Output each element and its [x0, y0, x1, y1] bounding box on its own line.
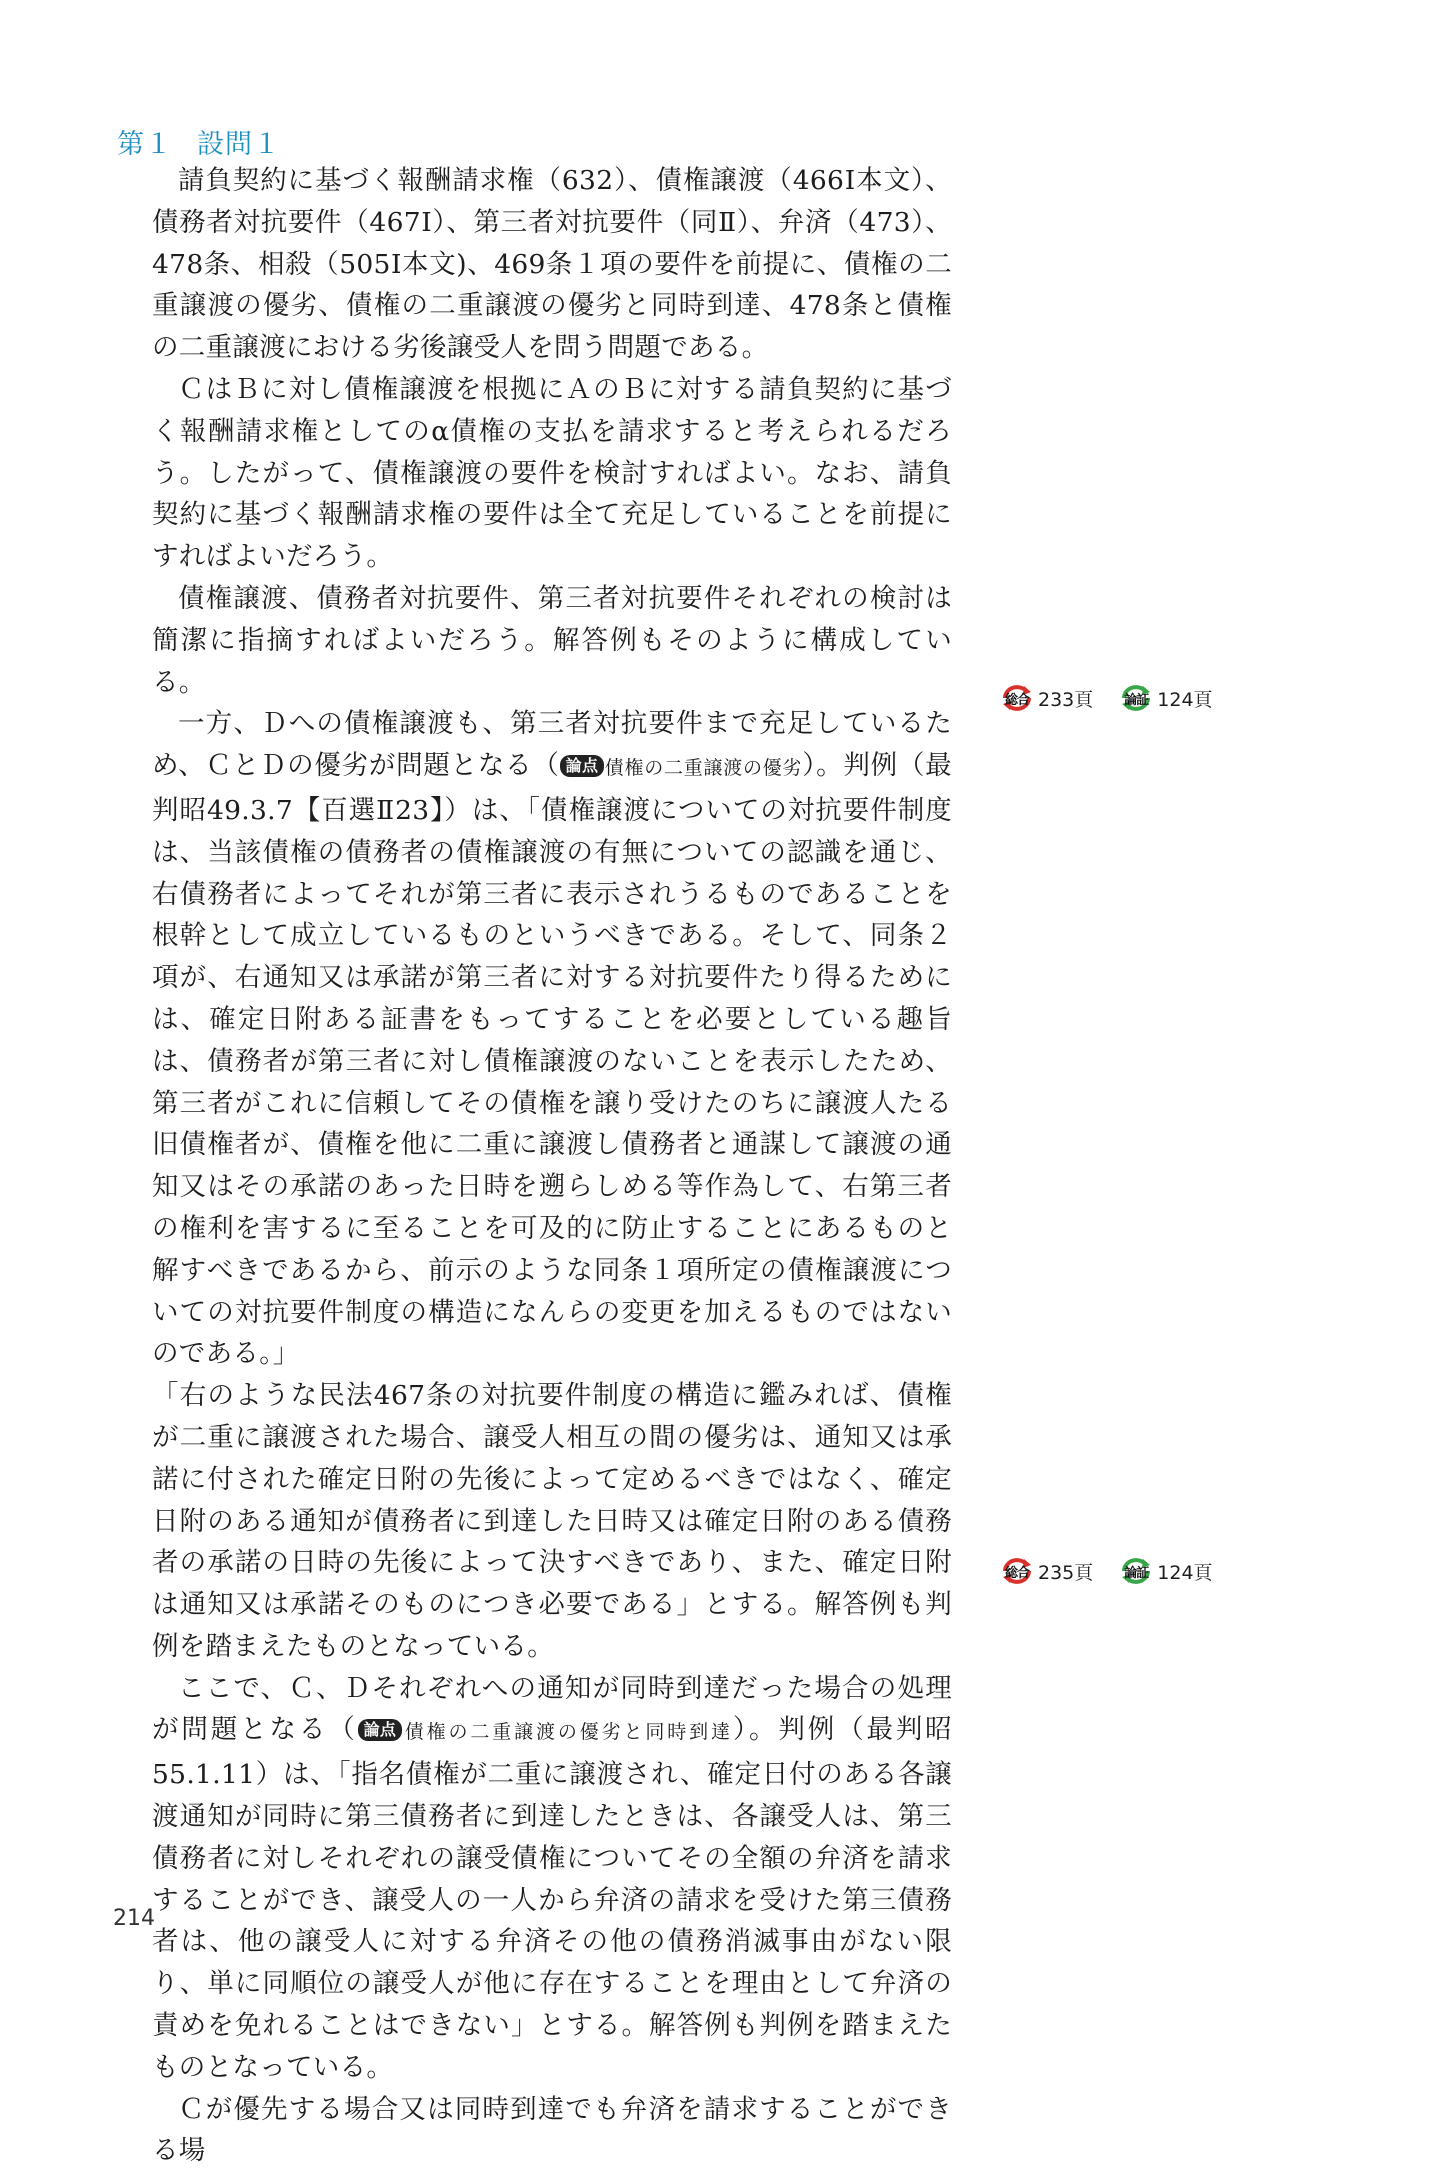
paragraph-3: 債権譲渡、債務者対抗要件、第三者対抗要件それぞれの検討は簡潔に指摘すればよいだろう。解答例もそのように構成している。 [152, 582, 952, 698]
main-text [152, 160, 952, 2172]
ronsho-page: 124頁 [1157, 1561, 1213, 1584]
paragraph-2: ＣはＢに対し債権譲渡を根拠にＡのＢに対する請負契約に基づく報酬請求権としてのα債権の支払を請求すると考えられるだろう。したがって、債権譲渡の要件を検討すればよい。なお、請負契約に基づく報酬請求権の要件は全て充足していることを前提にすればよいだろう。 [152, 373, 952, 573]
paragraph-7: Ｃが優先する場合又は同時到達でも弁済を請求することができる場 [152, 2093, 952, 2167]
ronsho-reference [1119, 683, 1212, 713]
sogo-page: 235頁 [1038, 1561, 1094, 1584]
paragraph-5: 「右のような民法467条の対抗要件制度の構造に鑑みれば、債権が二重に譲渡された場合、譲受人相互の間の優劣は、通知又は承諾に付された確定日附の先後によって定めるべきではなく、確定日附のある通知が債務者に到達した日時又は確定日附のある債務者の承諾の日時の先後によって決すべきであり、また、確定日附は通知又は承諾そのものにつき必要である」とする。解答例も判例を踏まえたものとなっている。 [152, 1380, 952, 1662]
paragraph-6-text-before: ここで、Ｃ、Ｄそれぞれへの通知が同時到達だった場合の処理が問題となる（ [152, 1672, 952, 1746]
ronten-badge: 論点 [358, 1719, 403, 1741]
margin-reference-1 [1000, 683, 1213, 713]
ronsho-page: 124頁 [1157, 688, 1213, 711]
section-heading [117, 122, 305, 161]
ronten-topic: 債権の二重譲渡の優劣 [604, 757, 803, 780]
paragraph-1: 請負契約に基づく報酬請求権（632）、債権譲渡（466Ⅰ本文）、債務者対抗要件（467Ⅰ）、第三者対抗要件（同Ⅱ）、弁済（473）、478条、相殺（505Ⅰ本文)、469条１項の要件を前提に、債権の二重譲渡の優劣、債権の二重譲渡の優劣と同時到達、478条と債権の二重譲渡における劣後譲受人を問う問題である。 [152, 165, 952, 364]
sogo-page: 233頁 [1038, 688, 1094, 711]
ronsho-cycle-icon: 論証 [1119, 683, 1153, 713]
sogo-reference [1000, 1556, 1093, 1586]
paragraph-4 [152, 703, 952, 1375]
paragraph-6-text-after: ）。判例（最判昭55.1.11）は、「指名債権が二重に譲渡され、確定日付のある各譲渡通知が同時に第三債務者に到達したときは、各譲受人は、第三債務者に対しそれぞれの譲受債権についてその全額の弁済を請求することができ、譲受人の一人から弁済の請求を受けた第三債務者は、他の譲受人に対する弁済その他の債務消滅事由がない限り、単に同順位の譲受人が他に存在することを理由として弁済の責めを免れることはできない」とする。解答例も判例を踏まえたものとなっている。 [152, 1714, 952, 2083]
margin-reference-2 [1000, 1556, 1213, 1586]
sogo-cycle-icon: 総合 [1000, 1556, 1034, 1586]
section-title: 設問１ [197, 129, 281, 160]
ronten-topic: 債権の二重譲渡の優劣と同時到達 [402, 1721, 733, 1744]
sogo-reference [1000, 683, 1093, 713]
sogo-cycle-icon: 総合 [1000, 683, 1034, 713]
ronten-badge: 論点 [560, 755, 605, 777]
paragraph-6 [152, 1668, 952, 2089]
paragraph-4-text-before: 一方、Ｄへの債権譲渡も、第三者対抗要件まで充足しているため、ＣとＤの優劣が問題となる（ [152, 708, 952, 782]
paragraph-4-text-after: ）。判例（最判昭49.3.7【百選Ⅱ23】）は、「債権譲渡についての対抗要件制度は、当該債権の債務者の債権譲渡の有無についての認識を通じ、右債務者によってそれが第三者に表示されうるものであることを根幹として成立しているものというべきである。そして、同条２項が、右通知又は承諾が第三者に対する対抗要件たり得るためには、確定日附ある証書をもってすることを必要としている趣旨は、債務者が第三者に対し債権譲渡のないことを表示したため、第三者がこれに信頼してその債権を譲り受けたのちに譲渡人たる旧債権者が、債権を他に二重に譲渡し債務者と通謀して譲渡の通知又はその承諾のあった日時を遡らしめる等作為して、右第三者の権利を害するに至ることを可及的に防止することにあるものと解すべきであるから、前示のような同条１項所定の債権譲渡についての対抗要件制度の構造になんらの変更を加えるものではないのである。」 [152, 750, 952, 1370]
ronsho-cycle-icon: 論証 [1119, 1556, 1153, 1586]
page-number: 214 [113, 1906, 155, 1931]
ronsho-reference [1119, 1556, 1212, 1586]
section-number: 第１ [117, 129, 173, 160]
